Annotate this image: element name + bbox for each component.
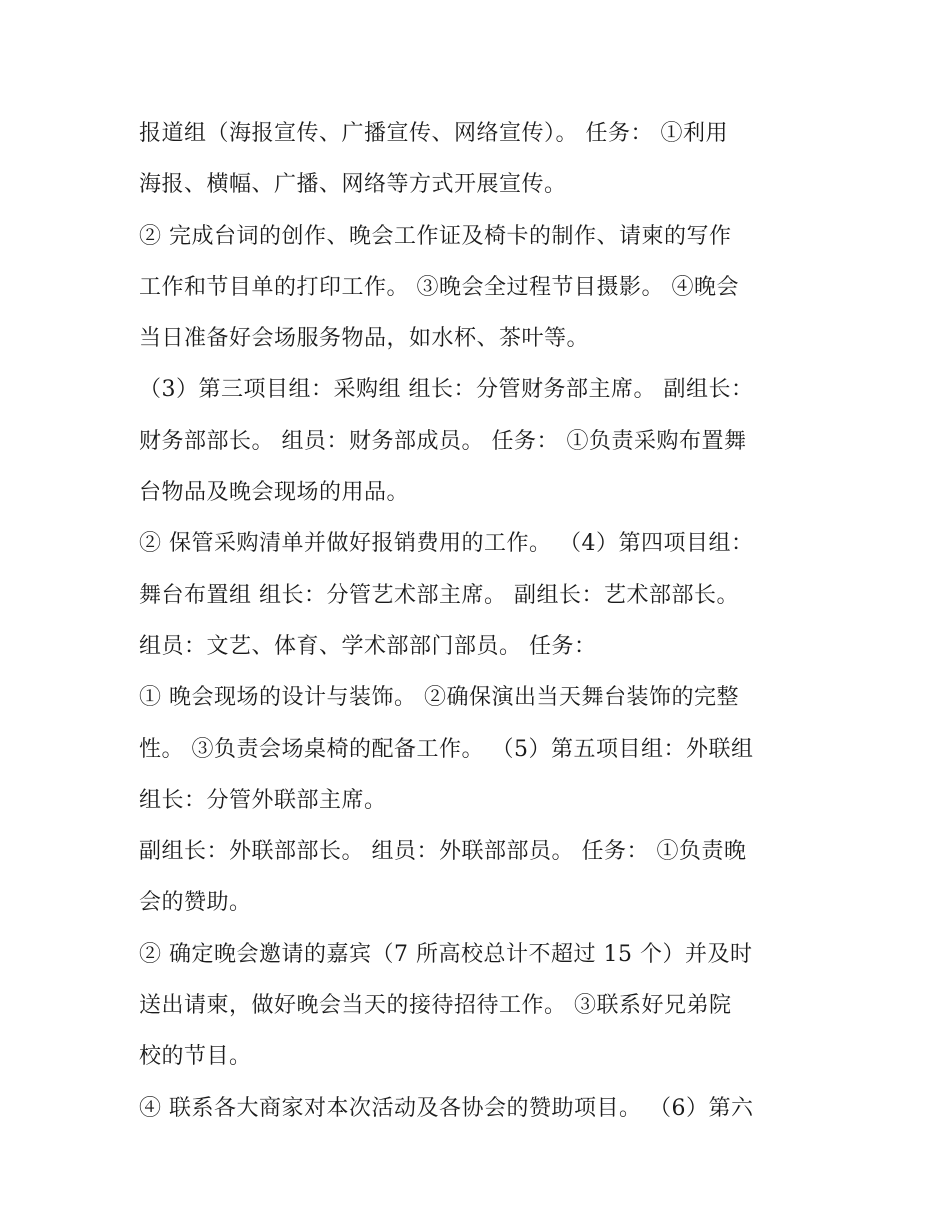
text-line: （3）第三项目组：采购组 组长：分管财务部主席。 副组长： bbox=[139, 377, 754, 403]
text-line: ② 保管采购清单并做好报销费用的工作。 （4）第四项目组： bbox=[139, 531, 754, 557]
text-line: 海报、横幅、广播、网络等方式开展宣传。 bbox=[139, 172, 567, 198]
text-line: 组员：文艺、体育、学术部部门部员。 任务： bbox=[139, 633, 597, 659]
text-line: 报道组（海报宣传、广播宣传、网络宣传）。 任务： ①利用 bbox=[139, 121, 728, 146]
text-line: 性。 ③负责会场桌椅的配备工作。 （5）第五项目组：外联组 bbox=[139, 736, 754, 762]
text-line: ④ 联系各大商家对本次活动及各协会的赞助项目。 （6）第六 bbox=[139, 1095, 754, 1121]
text-line: 副组长：外联部部长。 组员：外联部部员。 任务： ①负责晚 bbox=[139, 839, 747, 865]
text-line: 校的节目。 bbox=[139, 1044, 252, 1070]
text-line: 舞台布置组 组长：分管艺术部主席。 副组长：艺术部部长。 bbox=[139, 582, 739, 608]
text-line: 台物品及晚会现场的用品。 bbox=[139, 480, 410, 506]
document-body bbox=[139, 108, 819, 1134]
text-line: 会的赞助。 bbox=[139, 890, 252, 916]
text-line: 当日准备好会场服务物品，如水杯、茶叶等。 bbox=[139, 326, 590, 352]
text-line: ② 完成台词的创作、晚会工作证及椅卡的制作、请柬的写作 bbox=[139, 223, 732, 249]
text-line: 送出请柬，做好晚会当天的接待招待工作。 ③联系好兄弟院 bbox=[139, 993, 732, 1019]
text-line: ② 确定晚会邀请的嘉宾（7 所高校总计不超过 15 个）并及时 bbox=[139, 941, 753, 967]
text-line: ① 晚会现场的设计与装饰。 ②确保演出当天舞台装饰的完整 bbox=[139, 685, 739, 711]
text-line: 组长：分管外联部主席。 bbox=[139, 787, 387, 813]
text-line: 财务部部长。 组员：财务部成员。 任务： ①负责采购布置舞 bbox=[139, 428, 747, 454]
text-line: 工作和节目单的打印工作。 ③晚会全过程节目摄影。 ④晚会 bbox=[139, 274, 739, 300]
